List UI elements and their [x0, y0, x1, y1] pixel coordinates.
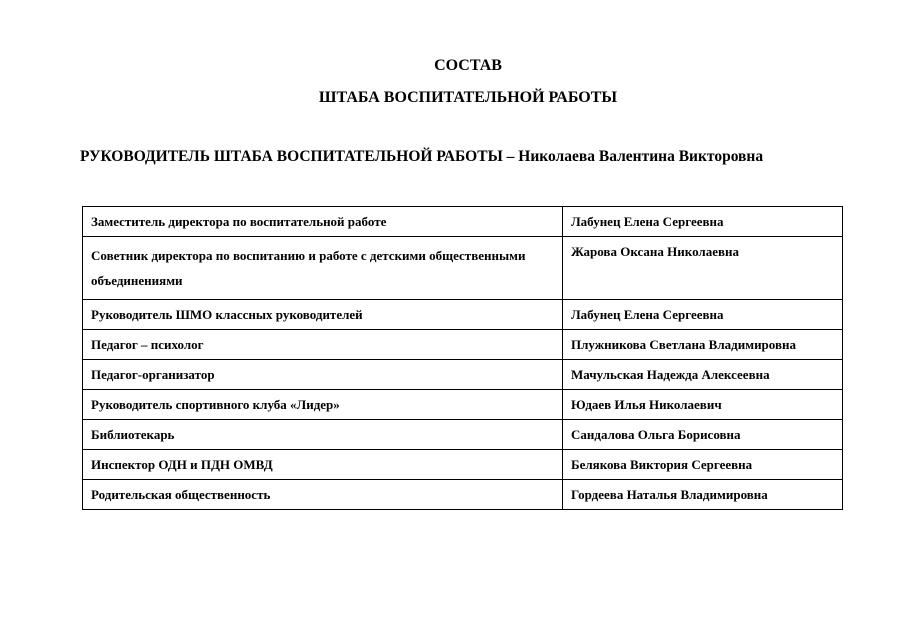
role-cell: Педагог-организатор	[83, 360, 563, 390]
name-cell: Сандалова Ольга Борисовна	[563, 420, 843, 450]
name-cell: Мачульская Надежда Алексеевна	[563, 360, 843, 390]
role-cell: Библиотекарь	[83, 420, 563, 450]
role-cell: Педагог – психолог	[83, 330, 563, 360]
table-row	[83, 207, 843, 237]
head-of-staff-line	[80, 147, 850, 167]
role-cell: Заместитель директора по воспитательной работе	[83, 207, 563, 237]
name-cell: Юдаев Илья Николаевич	[563, 390, 843, 420]
table-row	[83, 480, 843, 510]
table-row	[83, 390, 843, 420]
name-cell: Жарова Оксана Николаевна	[563, 237, 843, 300]
table-row	[83, 420, 843, 450]
role-cell: Советник директора по воспитанию и работе с детскими общественными объединениями	[83, 237, 563, 300]
table-row	[83, 450, 843, 480]
role-cell: Инспектор ОДН и ПДН ОМВД	[83, 450, 563, 480]
name-cell: Гордеева Наталья Владимировна	[563, 480, 843, 510]
name-cell: Белякова Виктория Сергеевна	[563, 450, 843, 480]
head-of-staff-label: РУКОВОДИТЕЛЬ ШТАБА ВОСПИТАТЕЛЬНОЙ РАБОТЫ	[80, 148, 503, 165]
name-cell: Лабунец Елена Сергеевна	[563, 300, 843, 330]
document-title: СОСТАВ	[434, 57, 502, 74]
name-cell: Лабунец Елена Сергеевна	[563, 207, 843, 237]
table-row	[83, 300, 843, 330]
head-of-staff-name: Николаева Валентина Викторовна	[518, 148, 764, 165]
document-subtitle: ШТАБА ВОСПИТАТЕЛЬНОЙ РАБОТЫ	[318, 89, 618, 106]
table-row	[83, 330, 843, 360]
table-row	[83, 360, 843, 390]
role-cell: Родительская общественность	[83, 480, 563, 510]
staff-table	[82, 206, 843, 510]
head-separator: –	[502, 148, 519, 165]
name-cell: Плужникова Светлана Владимировна	[563, 330, 843, 360]
role-cell: Руководитель спортивного клуба «Лидер»	[83, 390, 563, 420]
role-cell: Руководитель ШМО классных руководителей	[83, 300, 563, 330]
table-row	[83, 237, 843, 300]
